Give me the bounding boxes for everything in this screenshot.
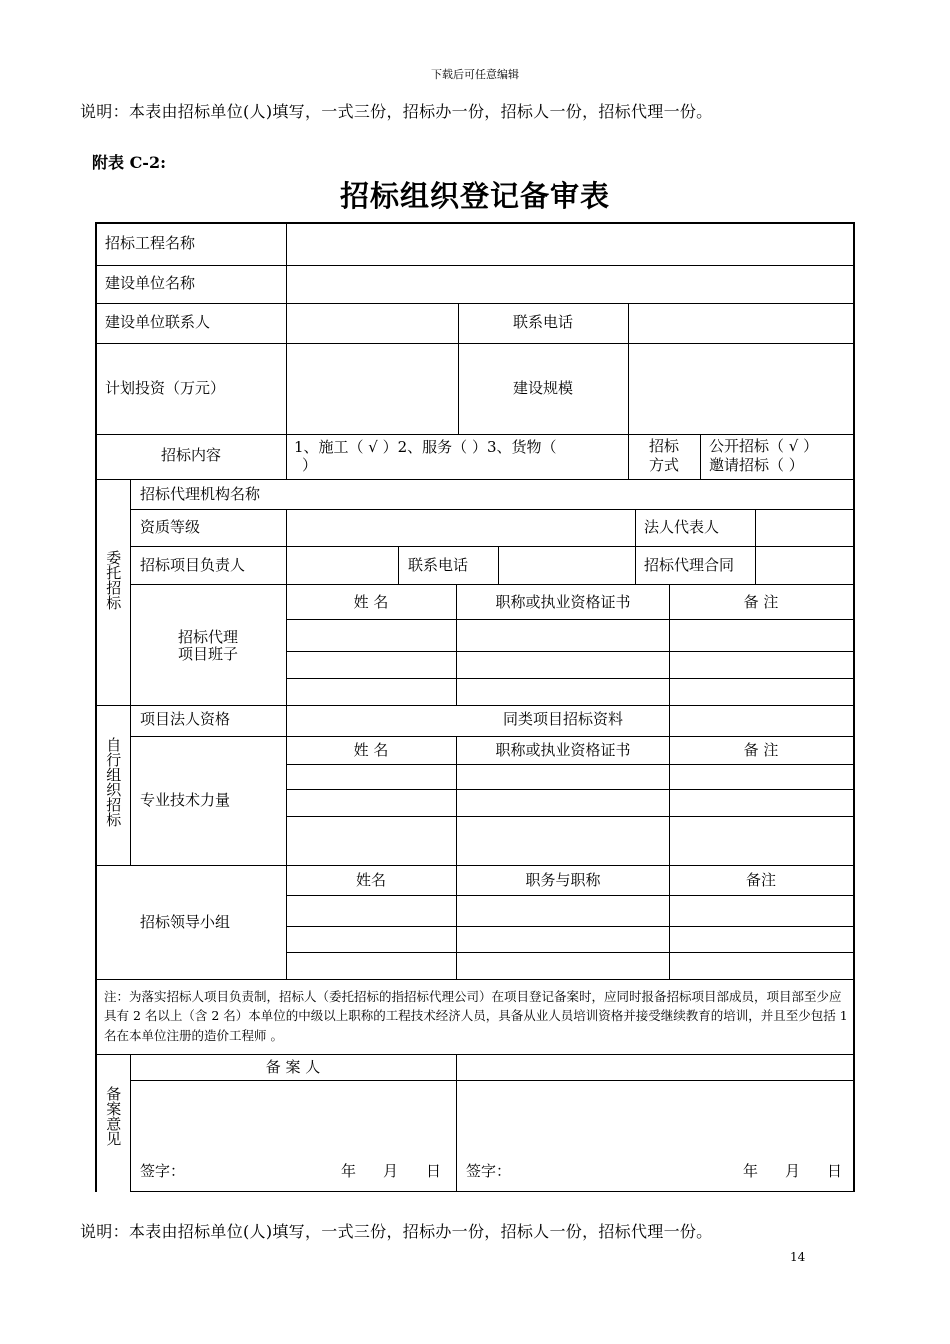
rule-h (286, 678, 853, 679)
rule-h (286, 619, 853, 620)
filer-label: 备 案 人 (265, 1058, 321, 1076)
builder-contact-label: 建设单位联系人 (105, 313, 211, 331)
entrusted-col-note: 备 注 (743, 593, 779, 611)
tender-content-label: 招标内容 (160, 446, 222, 464)
rule-h (95, 1054, 853, 1055)
agency-contract-label: 招标代理合同 (644, 556, 735, 574)
rule-v (456, 865, 457, 979)
rule-v (398, 546, 399, 584)
tender-option-invite: 邀请招标（ ） (709, 456, 804, 474)
self-col-cert: 职称或执业资格证书 (495, 741, 631, 759)
rule-v (669, 584, 670, 705)
tender-method-label-2: 方式 (648, 456, 680, 474)
agency-name-label: 招标代理机构名称 (140, 485, 261, 503)
entrusted-col-cert: 职称或执业资格证书 (495, 593, 631, 611)
rule-v (755, 509, 756, 584)
rule-h (130, 584, 853, 585)
rule-v (286, 865, 287, 979)
rule-v (635, 509, 636, 584)
month-left: 月 (383, 1162, 399, 1180)
rule-v (456, 1054, 457, 1191)
tech-strength-label: 专业技术力量 (140, 791, 231, 809)
rule-v (458, 303, 459, 434)
rule-v (286, 509, 287, 705)
sign-label-left: 签字： (140, 1162, 186, 1180)
rule-h (286, 789, 853, 790)
form-note: 注：为落实招标人项目负责制，招标人（委托招标的指招标代理公司）在项目登记备案时，应同时报备招标项目部成员，项目部至少应具有 2 名以上（含 2 名）本单位的中级以上职称的工程技术经济人员，具备从业人员培训资格并接受继续教育的培训，并且至少包括 1 名在本单位注册的造价工程师 。 (104, 989, 848, 1043)
day-right: 日 (827, 1162, 843, 1180)
build-scale-label: 建设规模 (512, 379, 574, 397)
rule-v (286, 434, 287, 479)
registration-form (95, 222, 855, 1194)
rule-v (456, 584, 457, 705)
leadership-col-name: 姓名 (355, 871, 387, 889)
rule-h (95, 303, 853, 304)
rule-v (669, 865, 670, 979)
page-number: 14 (790, 1250, 806, 1264)
rule-v (669, 705, 670, 865)
tender-content-line2: ） (302, 456, 318, 474)
project-name-label: 招标工程名称 (105, 234, 196, 252)
year-right: 年 (743, 1162, 759, 1180)
rule-h (286, 651, 853, 652)
contact-phone-label: 联系电话 (512, 313, 574, 331)
day-left: 日 (426, 1162, 442, 1180)
leadership-col-title: 职务与职称 (525, 871, 601, 889)
rule-h (130, 736, 853, 737)
form-frame (95, 222, 855, 1192)
rule-h (95, 705, 853, 706)
self-col-name: 姓 名 (353, 741, 389, 759)
rule-h (130, 509, 853, 510)
rule-v (286, 705, 287, 865)
planned-investment-label: 计划投资（万元） (105, 379, 226, 397)
self-col-note: 备 注 (743, 741, 779, 759)
tender-option-open: 公开招标（ √ ） (709, 437, 819, 455)
description-top: 说明：本表由招标单位(人)填写，一式三份，招标办一份，招标人一份，招标代理一份。 (80, 102, 713, 121)
self-section-label: 自行组织招标 (104, 737, 123, 827)
month-right: 月 (785, 1162, 801, 1180)
header-note: 下载后可任意编辑 (431, 68, 519, 81)
legal-qual-label: 项目法人资格 (140, 710, 231, 728)
entrusted-phone-label: 联系电话 (408, 556, 469, 574)
rule-h (286, 926, 853, 927)
agency-team-label-1: 招标代理 (177, 628, 239, 646)
rule-h (95, 479, 853, 480)
rule-v (456, 736, 457, 865)
annex-label: 附表 C-2: (92, 153, 166, 172)
rule-h (286, 895, 853, 896)
entrusted-section-label: 委托招标 (104, 550, 123, 610)
tender-method-label-1: 招标 (648, 437, 680, 455)
tender-content-line1: 1、施工（ √ ）2、服务（ ）3、货物（ (294, 438, 557, 456)
rule-h (286, 816, 853, 817)
rule-h (95, 979, 853, 980)
leadership-label: 招标领导小组 (140, 913, 231, 931)
filing-section-label: 备案意见 (104, 1086, 123, 1146)
rule-h (130, 1191, 853, 1192)
rule-h (130, 1080, 853, 1081)
legal-rep-label: 法人代表人 (644, 518, 720, 536)
rule-v (628, 303, 629, 434)
rule-h (95, 265, 853, 266)
rule-v (498, 546, 499, 584)
rule-h (130, 546, 853, 547)
rule-v (628, 434, 629, 479)
leadership-col-note: 备注 (745, 871, 777, 889)
project-lead-label: 招标项目负责人 (140, 556, 246, 574)
description-bottom: 说明：本表由招标单位(人)填写，一式三份，招标办一份，招标人一份，招标代理一份。 (80, 1222, 713, 1241)
rule-h (286, 952, 853, 953)
year-left: 年 (341, 1162, 357, 1180)
rule-v (700, 434, 701, 479)
rule-h (95, 343, 853, 344)
sign-label-right: 签字： (466, 1162, 512, 1180)
qualification-label: 资质等级 (140, 518, 201, 536)
rule-v (286, 222, 287, 434)
agency-team-label-2: 项目班子 (177, 645, 239, 663)
page-title: 招标组织登记备审表 (339, 179, 610, 213)
rule-h (286, 764, 853, 765)
rule-v (130, 1054, 131, 1191)
rule-v (130, 479, 131, 865)
entrusted-col-name: 姓 名 (353, 593, 389, 611)
similar-projects-label: 同类项目招标资料 (502, 710, 624, 728)
rule-h (95, 865, 853, 866)
rule-h (95, 434, 853, 435)
builder-name-label: 建设单位名称 (105, 274, 196, 292)
